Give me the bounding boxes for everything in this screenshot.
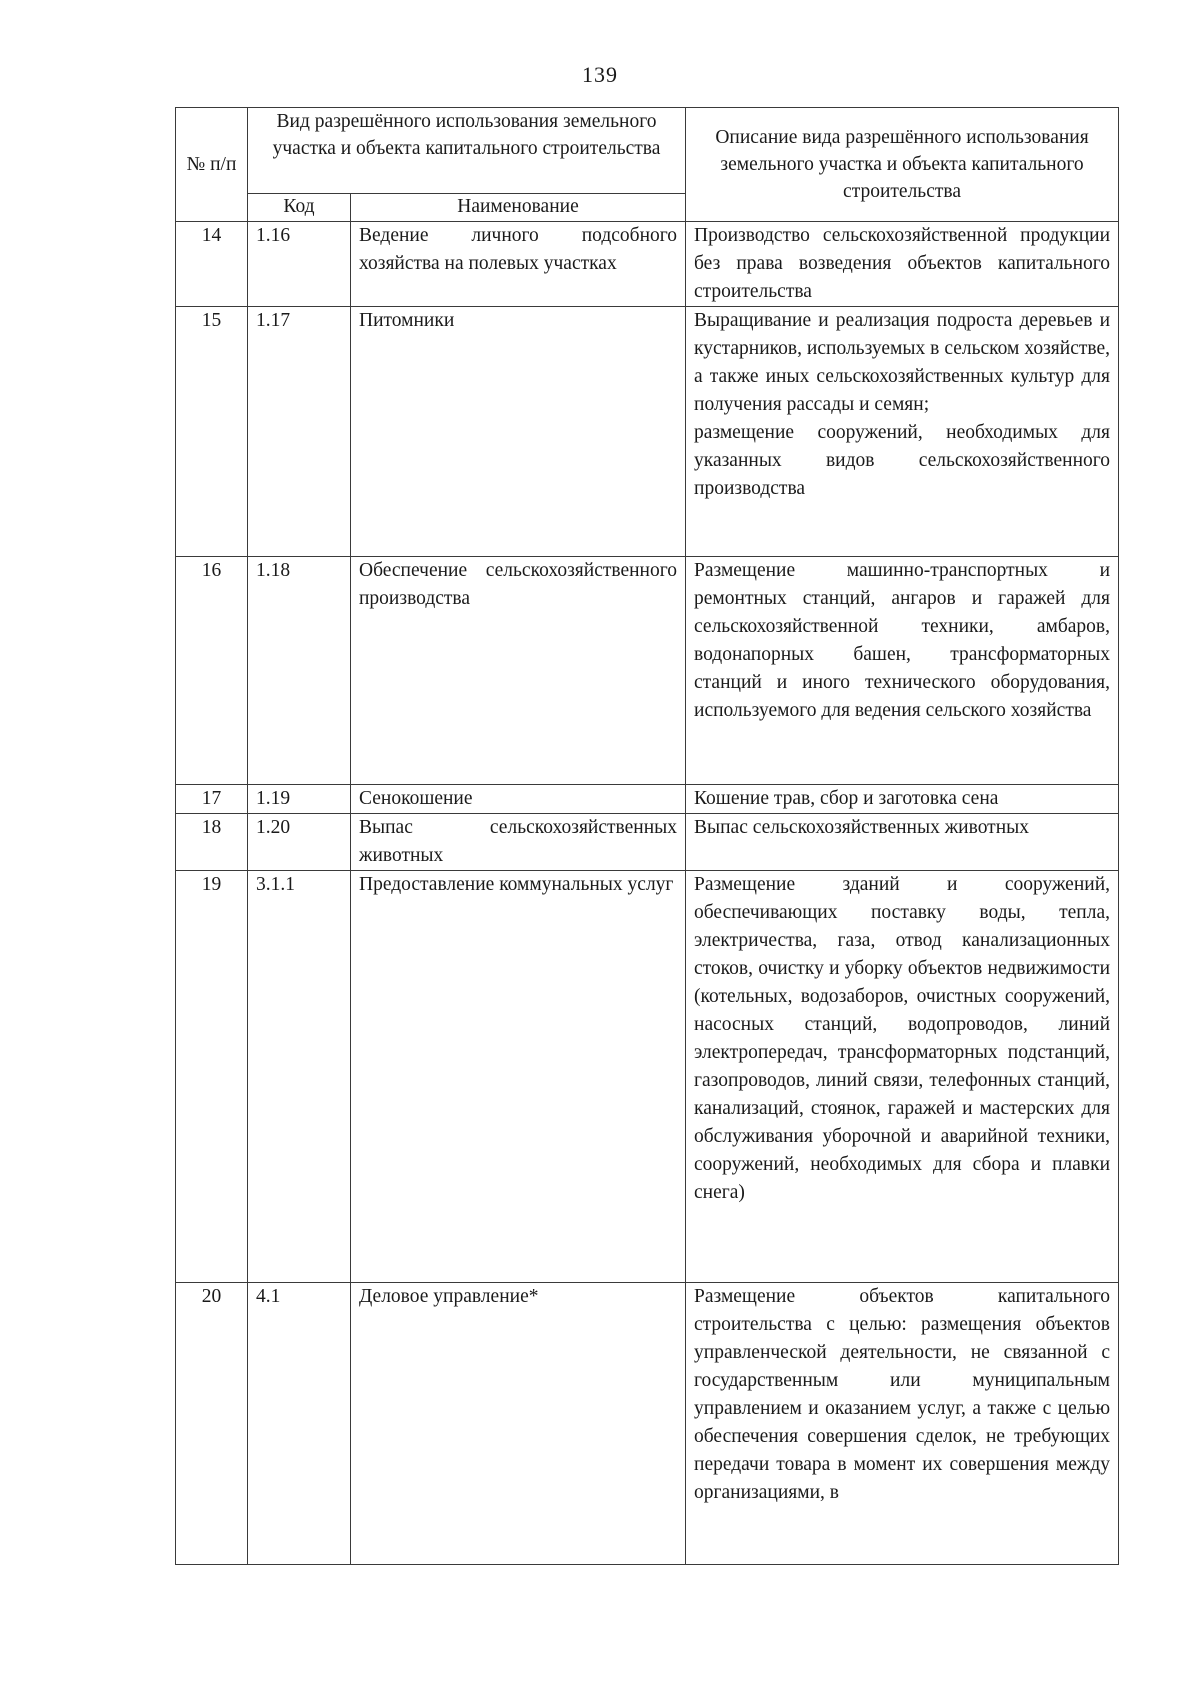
row-name: Деловое управление* [351, 1283, 686, 1565]
table-row [176, 814, 1119, 871]
row-number: 14 [176, 222, 248, 307]
row-number: 18 [176, 814, 248, 871]
row-description [686, 307, 1119, 557]
row-description: Кошение трав, сбор и заготовка сена [686, 785, 1119, 814]
row-code: 1.19 [248, 785, 351, 814]
row-description: Размещение машинно-транспортных и ремонтных станций, ангаров и гаражей для сельскохозяйственной техники, амбаров, водонапорных башен, трансформаторных станций и иного технического оборудования, используемого для ведения сельского хозяйства [686, 557, 1119, 785]
row-number: 15 [176, 307, 248, 557]
table-row [176, 871, 1119, 1283]
table-row [176, 557, 1119, 785]
row-number: 19 [176, 871, 248, 1283]
header-num: № п/п [176, 108, 248, 222]
row-description-part: размещение сооружений, необходимых для указанных видов сельскохозяйственного производства [694, 422, 1111, 499]
row-code: 3.1.1 [248, 871, 351, 1283]
land-use-table [175, 107, 1119, 1565]
row-name: Выпас сельскохозяйственных животных [351, 814, 686, 871]
row-code: 1.18 [248, 557, 351, 785]
row-code: 4.1 [248, 1283, 351, 1565]
header-code: Код [248, 194, 351, 222]
row-description: Производство сельскохозяйственной продукции без права возведения объектов капитального строительства [686, 222, 1119, 307]
page-number: 139 [582, 62, 618, 87]
table-row [176, 222, 1119, 307]
header-permitted-use-group: Вид разрешённого использования земельного участка и объекта капитального строительства [248, 108, 686, 194]
row-description: Размещение зданий и сооружений, обеспечивающих поставку воды, тепла, электричества, газа, отвод канализационных стоков, очистку и уборку объектов недвижимости (котельных, водозаборов, очистных сооружений, насосных станций, водопроводов, линий электропередач, трансформаторных подстанций, газопроводов, линий связи, телефонных станций, канализаций, стоянок, гаражей и мастерских для обслуживания уборочной и аварийной техники, сооружений, необходимых для сбора и плавки снега) [686, 871, 1119, 1283]
header-description: Описание вида разрешённого использования земельного участка и объекта капитального строительства [686, 108, 1119, 222]
row-description-part: Выращивание и реализация подроста деревьев и кустарников, используемых в сельском хозяйстве, а также иных сельскохозяйственных культур для получения рассады и семян; [694, 310, 1111, 415]
row-number: 20 [176, 1283, 248, 1565]
table-row [176, 307, 1119, 557]
table-row [176, 1283, 1119, 1565]
row-name: Предоставление коммунальных услуг [351, 871, 686, 1283]
row-code: 1.16 [248, 222, 351, 307]
row-name: Сенокошение [351, 785, 686, 814]
row-number: 17 [176, 785, 248, 814]
row-name: Обеспечение сельскохозяйственного производства [351, 557, 686, 785]
row-description: Размещение объектов капитального строительства с целью: размещения объектов управленческой деятельности, не связанной с государственным или муниципальным управлением и оказанием услуг, а также с целью обеспечения совершения сделок, не требующих передачи товара в момент их совершения между организациями, в [686, 1283, 1119, 1565]
row-name: Ведение личного подсобного хозяйства на полевых участках [351, 222, 686, 307]
row-number: 16 [176, 557, 248, 785]
row-description: Выпас сельскохозяйственных животных [686, 814, 1119, 871]
row-name: Питомники [351, 307, 686, 557]
header-name: Наименование [351, 194, 686, 222]
row-code: 1.20 [248, 814, 351, 871]
row-code: 1.17 [248, 307, 351, 557]
table-row [176, 785, 1119, 814]
